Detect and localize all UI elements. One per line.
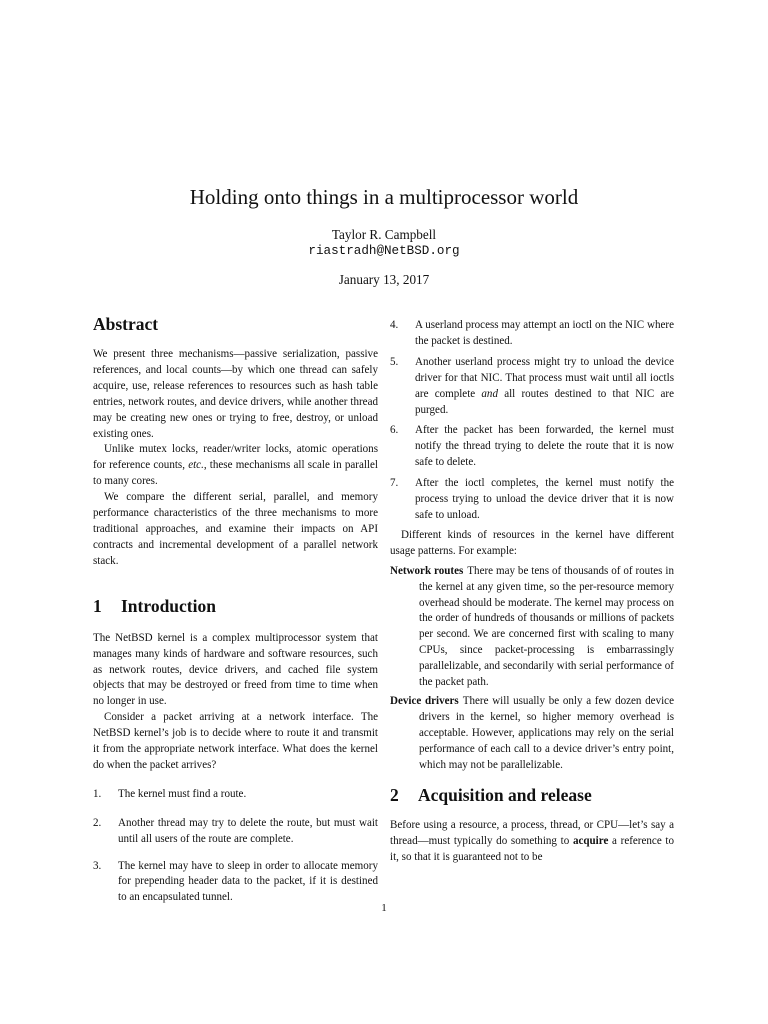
list-item: 2. Another thread may try to delete the route, but must wait until all users of the route are complete. <box>93 816 378 845</box>
definition-list <box>390 564 674 774</box>
list-item: 6. After the packet has been forwarded, the kernel must notify the thread trying to delete the route that it is now safe to delete. <box>390 424 674 469</box>
abstract-heading: Abstract <box>93 314 159 334</box>
paper-title: Holding onto things in a multiprocessor world <box>189 185 579 209</box>
abstract-paragraph-2: Unlike mutex locks, reader/writer locks, atomic operations for reference counts, etc., these mechanisms all scale in parallel to many cores. <box>93 443 378 488</box>
list-item: 1. The kernel must find a route. <box>93 787 247 800</box>
author-name: Taylor R. Campbell <box>331 227 437 242</box>
intro-paragraph-3: Different kinds of resources in the kernel have different usage patterns. For example: <box>390 528 674 557</box>
definition-network-routes: Network routes There may be tens of thousands of of routes in the kernel at any given time, so the per-resource memory overhead should be moderate. The kernel may process on the order of hundreds of thousands or millions of packets per second. We are concerned first with scaling to many CPUs, since packet-processing is embarrassingly parallelizable, and secondarily with serial performance of the packet path. <box>390 564 674 689</box>
list-item: 7. After the ioctl completes, the kernel must notify the process trying to unload the device driver that it is now safe to unload. <box>390 477 674 521</box>
abstract-paragraph-1: We present three mechanisms—passive serialization, passive references, and local counts—by which one thread can safely acquire, use, release references to resources such as hash table entries, network routes, and device drivers, while another thread may be creating new ones or trying to free, destroy, or unload existing ones. <box>93 348 378 440</box>
list-item: 4. A userland process may attempt an ioctl on the NIC where the packet is destined. <box>390 319 674 347</box>
acq-paragraph-1: Before using a resource, a process, thread, or CPU—let’s say a thread—must typically do something to acquire a reference to it, so that it is guaranteed not to be <box>390 819 675 864</box>
numbered-list-continued <box>390 318 674 524</box>
section-heading-introduction: 1 Introduction <box>93 595 216 616</box>
list-item: 5. Another userland process might try to unload the device driver for that NIC. That process must wait until all ioctls are complete and all routes destined to that NIC are purged. <box>390 355 674 416</box>
author-email[interactable]: riastradh@NetBSD.org <box>308 244 460 258</box>
intro-paragraph-1: The NetBSD kernel is a complex multiprocessor system that manages many kinds of hardware and software resources, such as network routes, device drivers, and cached file system objects that may be destroyed or freed from time to time when no longer in use. <box>93 631 378 708</box>
section-heading-acquisition: 2 Acquisition and release <box>390 785 592 806</box>
left-column <box>93 313 378 906</box>
paper-date: January 13, 2017 <box>338 272 430 287</box>
page-number: 1 <box>381 902 387 914</box>
right-column <box>390 318 674 866</box>
numbered-list <box>93 787 378 906</box>
abstract-paragraph-3: We compare the different serial, parallel, and memory performance characteristics of the three mechanisms to more traditional approaches, and examine their impacts on API contracts and incremental development of a parallel network stack. <box>93 491 378 567</box>
intro-paragraph-2: Consider a packet arriving at a network interface. The NetBSD kernel’s job is to decide where to route it and transmit it from the appropriate network interface. What does the kernel do when the packet arrives? <box>93 711 378 771</box>
definition-device-drivers: Device drivers There will usually be only a few dozen device drivers in the kernel, so higher memory overhead is acceptable. However, applications may rely on the serial performance of each call to a device driver’s entry point, which may not be parallelizable. <box>390 694 674 771</box>
list-item: 3. The kernel may have to sleep in order to allocate memory for prepending header data to the packet, if it is destined to an encapsulated tunnel. <box>93 859 378 904</box>
